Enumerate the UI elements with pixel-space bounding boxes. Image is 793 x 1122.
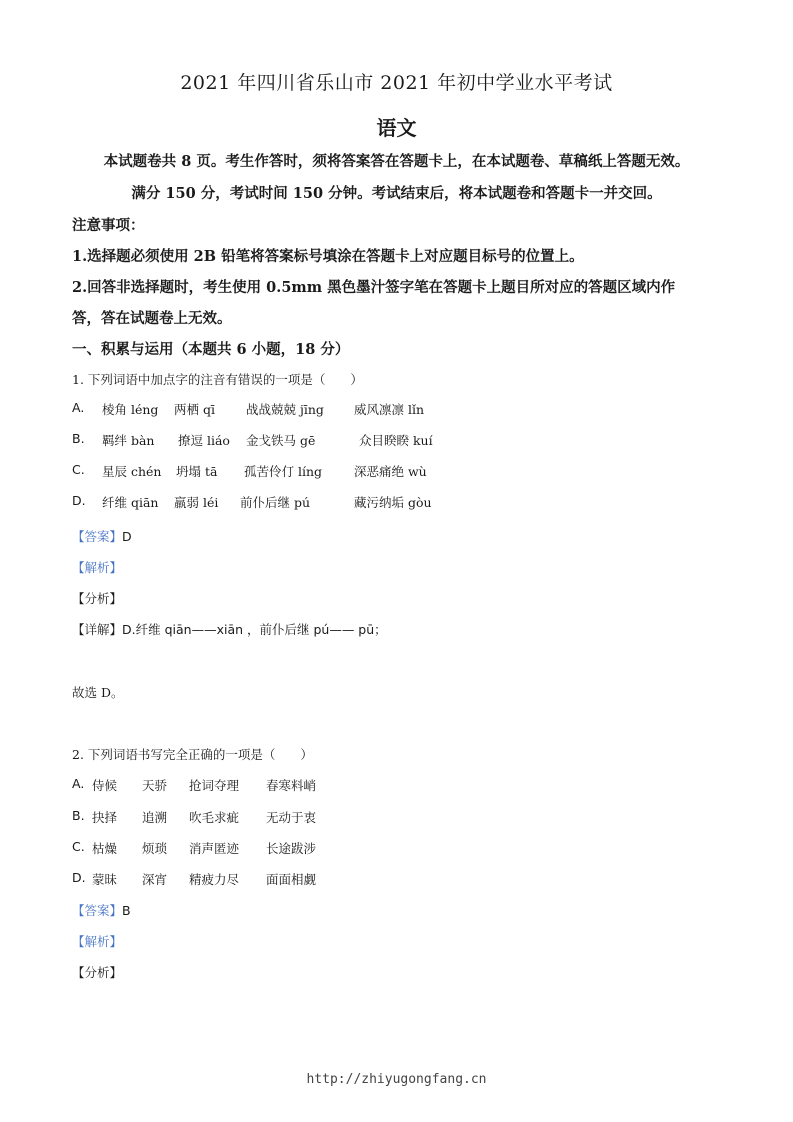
footer-url[interactable]: http://zhiyugongfang.cn bbox=[306, 1072, 487, 1087]
option-letter: C. bbox=[72, 839, 85, 854]
option-word-1: 枯燥 bbox=[92, 841, 118, 856]
option-word-4: 众目睽睽 kuí bbox=[359, 433, 433, 448]
answer-label: 【答案】 bbox=[72, 529, 123, 544]
answer-value: D bbox=[122, 529, 132, 544]
option-word-4: 春寒料峭 bbox=[266, 778, 317, 793]
question-1-fenxi-label: 【分析】 bbox=[72, 591, 123, 606]
question-1-option-c bbox=[72, 462, 427, 480]
answer-value: B bbox=[122, 903, 131, 918]
option-word-2: 坍塌 tā bbox=[176, 464, 218, 479]
question-2-option-a bbox=[72, 776, 316, 794]
detail-text: D.纤维 qiān——xiān ，前仆后继 pú—— pū； bbox=[122, 622, 387, 637]
detail-label: 【详解】 bbox=[72, 622, 123, 637]
option-word-2: 天骄 bbox=[142, 778, 168, 793]
subject-title: 语文 bbox=[376, 116, 417, 140]
option-word-4: 无动于衷 bbox=[266, 810, 317, 825]
question-1-option-b bbox=[72, 431, 433, 449]
rule-1: 1.选择题必须使用 2B 铅笔将答案标号填涂在答题卡上对应题目标号的位置上。 bbox=[72, 248, 584, 265]
question-1-detail bbox=[72, 620, 387, 638]
option-word-3: 金戈铁马 gē bbox=[246, 433, 316, 448]
question-1-option-a bbox=[72, 400, 424, 418]
option-word-4: 深恶痛绝 wù bbox=[354, 464, 427, 479]
option-word-3: 精疲力尽 bbox=[189, 872, 240, 887]
option-word-3: 战战兢兢 jīng bbox=[246, 402, 324, 417]
question-2-answer bbox=[72, 901, 131, 919]
exam-title: 2021 年四川省乐山市 2021 年初中学业水平考试 bbox=[180, 72, 613, 94]
instruction-line-1: 本试题卷共 8 页。考生作答时，须将答案答在答题卡上，在本试题卷、草稿纸上答题无效。 bbox=[103, 153, 690, 170]
option-word-2: 撩逗 liáo bbox=[178, 433, 230, 448]
question-1-conclusion: 故选 D。 bbox=[72, 685, 124, 700]
option-word-3: 吹毛求疵 bbox=[189, 810, 240, 825]
question-2-analysis-label: 【解析】 bbox=[72, 934, 123, 949]
option-letter: A. bbox=[72, 400, 85, 415]
option-word-2: 追溯 bbox=[142, 810, 168, 825]
question-2-stem: 2. 下列词语书写完全正确的一项是（ ） bbox=[72, 747, 313, 762]
answer-label: 【答案】 bbox=[72, 903, 123, 918]
option-word-3: 抢词夺理 bbox=[189, 778, 240, 793]
option-word-1: 蒙昧 bbox=[92, 872, 118, 887]
option-letter: B. bbox=[72, 431, 85, 446]
option-word-3: 前仆后继 pú bbox=[240, 495, 311, 510]
option-word-2: 深宵 bbox=[142, 872, 168, 887]
question-1-stem: 1. 下列词语中加点字的注音有错误的一项是（ ） bbox=[72, 372, 363, 387]
option-letter: B. bbox=[72, 808, 85, 823]
option-word-1: 纤维 qiān bbox=[102, 495, 159, 510]
option-word-1: 星辰 chén bbox=[102, 464, 162, 479]
option-word-1: 侍候 bbox=[92, 778, 118, 793]
question-2-option-d bbox=[72, 870, 316, 888]
option-word-2: 烦琐 bbox=[142, 841, 168, 856]
section-heading: 一、积累与运用（本题共 6 小题，18 分） bbox=[72, 341, 350, 358]
option-word-2: 两栖 qī bbox=[174, 402, 215, 417]
option-letter: A. bbox=[72, 776, 85, 791]
rule-2-line-1: 2.回答非选择题时，考生使用 0.5mm 黑色墨汁签字笔在答题卡上题目所对应的答题区域内作 bbox=[72, 279, 676, 296]
question-2-option-c bbox=[72, 839, 316, 857]
question-2-option-b bbox=[72, 808, 316, 826]
option-word-3: 消声匿迹 bbox=[189, 841, 240, 856]
option-word-4: 藏污纳垢 gòu bbox=[354, 495, 432, 510]
option-word-1: 羁绊 bàn bbox=[102, 433, 155, 448]
option-word-4: 面面相觑 bbox=[266, 872, 317, 887]
option-word-1: 抉择 bbox=[92, 810, 118, 825]
instruction-line-2: 满分 150 分，考试时间 150 分钟。考试结束后，将本试题卷和答题卡一并交回。 bbox=[131, 185, 662, 202]
notice-title: 注意事项： bbox=[72, 217, 145, 234]
option-word-4: 威风凛凛 lǐn bbox=[354, 402, 425, 417]
question-1-option-d bbox=[72, 493, 432, 511]
option-word-1: 棱角 léng bbox=[102, 402, 159, 417]
option-word-2: 羸弱 léi bbox=[174, 495, 219, 510]
option-letter: C. bbox=[72, 462, 85, 477]
option-letter: D. bbox=[72, 870, 86, 885]
question-1-analysis-label: 【解析】 bbox=[72, 560, 123, 575]
question-2-fenxi-label: 【分析】 bbox=[72, 965, 123, 980]
option-word-3: 孤苦伶仃 líng bbox=[244, 464, 323, 479]
question-1-answer bbox=[72, 527, 132, 545]
rule-2-line-2: 答，答在试题卷上无效。 bbox=[72, 310, 232, 327]
option-word-4: 长途跋涉 bbox=[266, 841, 317, 856]
option-letter: D. bbox=[72, 493, 86, 508]
